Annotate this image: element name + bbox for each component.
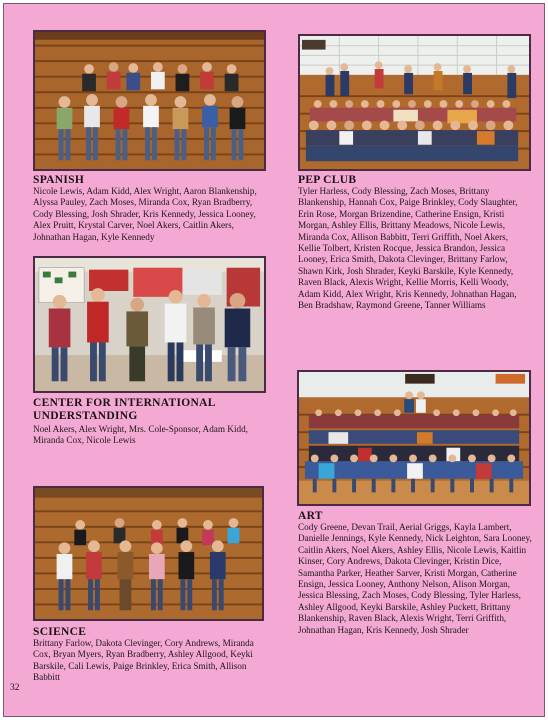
science-title: SCIENCE	[33, 626, 87, 638]
ciu-photo	[33, 256, 266, 393]
pep-club-title: PEP CLUB	[298, 174, 357, 186]
ciu-names: Noel Akers, Alex Wright, Mrs. Cole-Sponsor, Adam Kidd, Miranda Cox, Nicole Lewis	[33, 424, 248, 446]
pep-club-photo	[298, 34, 531, 171]
art-names: Cody Greene, Devan Trail, Aerial Griggs, Kayla Lambert, Danielle Jennings, Kyle Kennedy, Nick Leighton, Sara Looney, Caitlin Akers, Noel Akers, Ashley Ellis, Nicole Lewis, Kaitlin Kinser, Cory Andrews, Dakota Clevinger, Kristin Dice, Samantha Parker, Heather Sarver, Kristi Morgan, Catherine Ensign, Jessica Looney, Anthony Nelson, Alison Morgan, Jessica Blessing, Zach Moses, Cody Blessing, Tyler Harless, Ashley Allgood, Keyki Barskile, Ashley Puckett, Brittany Blankenship, Raven Black, Alexis Wright, Terri Griffith, Johnathan Hagan, Kris Kennedy, Josh Shrader	[298, 522, 532, 635]
ciu-title-line1: CENTER FOR INTERNATIONAL	[33, 397, 216, 409]
spanish-title: SPANISH	[33, 174, 85, 186]
ciu-title	[33, 397, 216, 423]
yearbook-page	[3, 3, 545, 717]
spanish-names: Nicole Lewis, Adam Kidd, Alex Wright, Aaron Blankenship, Alyssa Pauley, Zach Moses, Miranda Cox, Ryan Bradberry, Cody Blessing, Josh Shrader, Kris Kennedy, Jessica Looney, Alex Pruitt, Krystal Carver, Noel Akers, Caitlin Akers, Johnathan Hagan, Kyle Kennedy	[33, 186, 257, 242]
art-title: ART	[298, 510, 323, 522]
pep-club-names: Tyler Harless, Cody Blessing, Zach Moses, Brittany Blankenship, Hannah Cox, Paige Brinkley, Cody Slaughter, Erin Rose, Morgan Brizendine, Catherine Ensign, Kristi Morgan, Ashley Ellis, Brittany Meadows, Nicole Lewis, Miranda Cox, Allison Babbitt, Terri Griffith, Noel Akers, Kellie Tolbert, Kristen Rocque, Jessica Brandon, Jessica Looney, Erica Smith, Dakota Clevinger, Brittany Farlow, Shawn Kirk, Josh Shrader, Keyki Barskile, Kyle Kennedy, Raven Black, Alexis Wright, Kellie Morris, Kelli Woody, Adam Kidd, Alex Wright, Kris Kennedy, Johnathan Hagan, Ben Bradshaw, Raymond Greene, Tanner Williams	[298, 186, 518, 311]
spanish-club-photo	[33, 30, 266, 171]
science-names: Brittany Farlow, Dakota Clevinger, Cory Andrews, Miranda Cox, Bryan Myers, Ryan Bradberry, Ashley Allgood, Keyki Barskile, Cali Lewis, Paige Brinkley, Erica Smith, Allison Babbitt	[33, 638, 254, 683]
art-club-photo	[297, 370, 531, 506]
page-number: 32	[10, 683, 20, 693]
ciu-title-line2: UNDERSTANDING	[33, 410, 138, 422]
science-club-photo	[33, 486, 264, 621]
